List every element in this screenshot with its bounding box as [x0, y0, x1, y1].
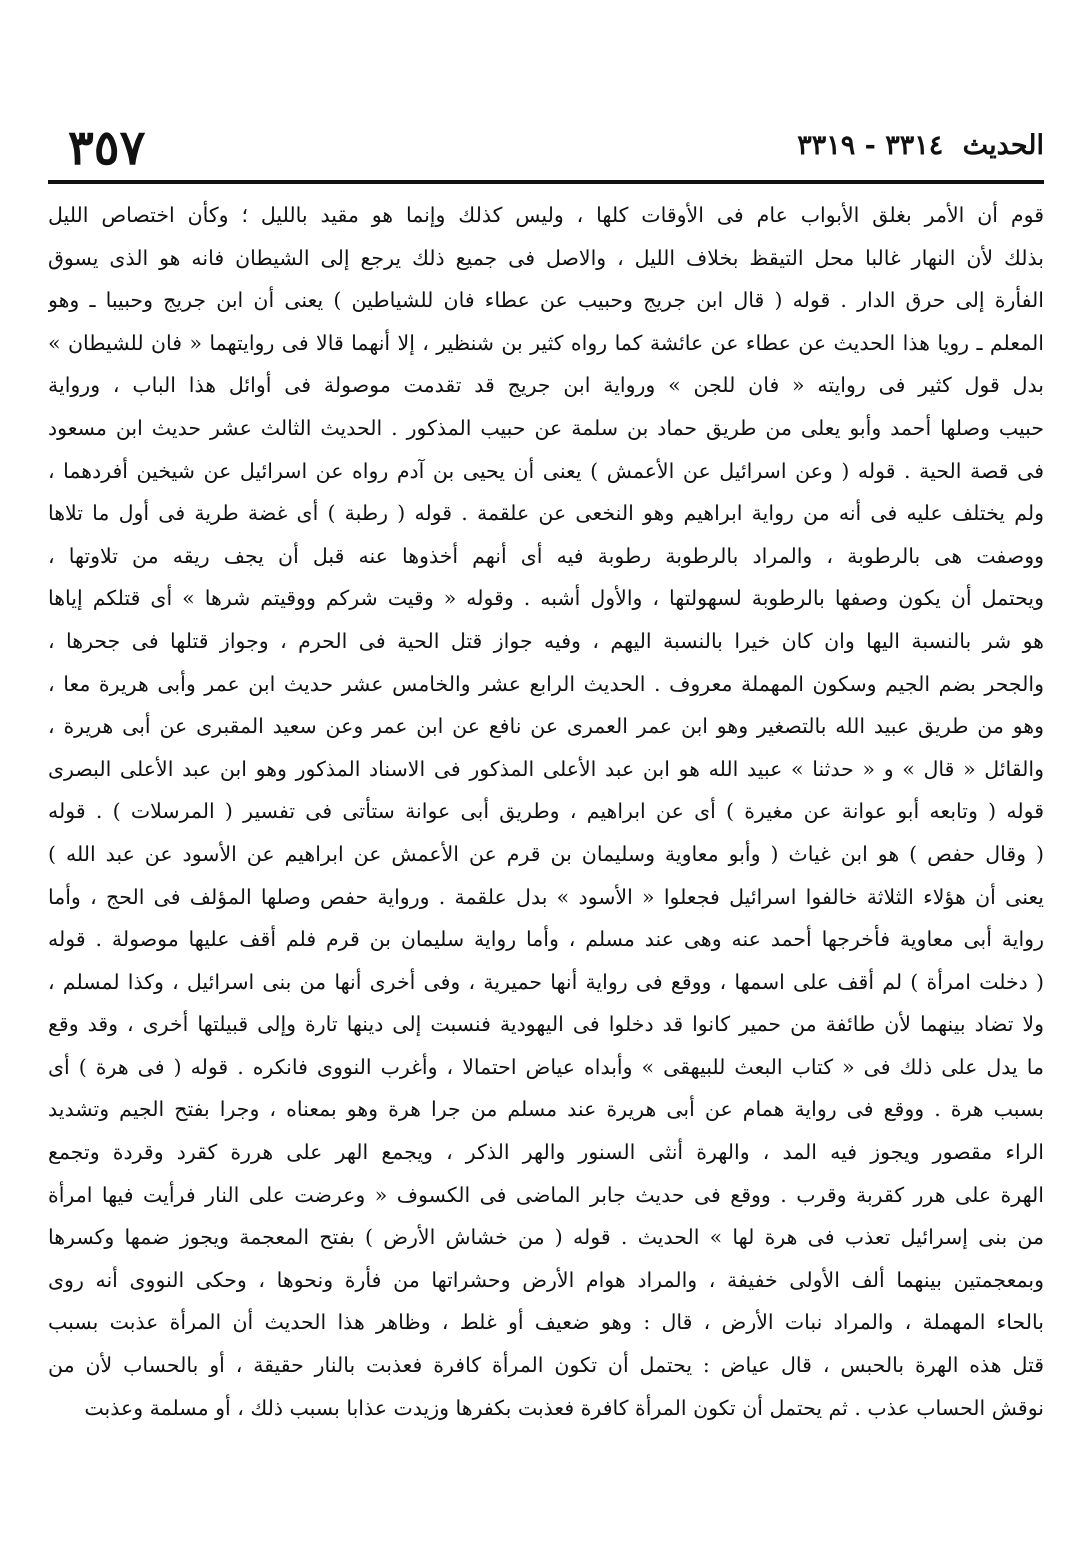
text-line: وبمعجمتين بينهما ألف الأولى خفيفة ، والمراد هوام الأرض وحشراتها من فأرة ونحوها ، وحكى النووى أنه روى: [48, 1267, 1044, 1292]
text-line: قوم أن الأمر بغلق الأبواب عام فى الأوقات كلها ، وليس كذلك وإنما هو مقيد بالليل ؛ وكأن اختصاص الليل: [48, 203, 1044, 227]
text-line: بسبب هرة . ووقع فى رواية همام عن أبى هريرة عند مسلم من جرا هرة وهو بمعناه ، وجرا بفتح الجيم وتشديد: [48, 1097, 1044, 1122]
text-line: ويحتمل أن يكون وصفها بالرطوبة لسهولتها ، والأول أشبه . وقوله « وقيت شركم ووقيتم شرها » أى قتلكم إياها: [48, 586, 1044, 611]
page-number: ٣٥٧: [68, 120, 146, 176]
page-header: [48, 118, 1044, 180]
running-title-label: الحديث: [962, 130, 1044, 161]
text-line: حبيب وصلها أحمد وأبو يعلى من طريق حماد بن سلمة عن حبيب المذكور . الحديث الثالث عشر حديث ابن مسعود: [48, 415, 1044, 440]
text-line: وهو من طريق عبيد الله بالتصغير وهو ابن عمر العمرى عن نافع عن ابن عمر وعن سعيد المقبرى عن أبى هريرة ،: [48, 714, 1044, 739]
text-line: بالحاء المهملة ، والمراد نبات الأرض ، قال : وهو ضعيف أو غلط ، وظاهر هذا الحديث أن المرأة عذبت بسبب: [48, 1310, 1044, 1335]
text-line: المعلم ـ رويا هذا الحديث عن عطاء عن عائشة كما رواه كثير بن شنظير ، إلا أنهما قالا فى روايتهما « فان للشيطان »: [48, 330, 1044, 355]
text-line: قوله ( وتابعه أبو عوانة عن مغيرة ) أى عن ابراهيم ، وطريق أبى عوانة ستأتى فى تفسير ( المرسلات ) . قوله: [48, 799, 1044, 824]
text-line: ولم يختلف عليه فى أنه من رواية ابراهيم وهو النخعى عن علقمة . قوله ( رطبة ) أى غضة طرية فى أول ما تلاها: [48, 501, 1044, 526]
running-title: [797, 132, 1044, 159]
text-line: الفأرة إلى حرق الدار . قوله ( قال ابن جريج وحبيب عن عطاء فان للشياطين ) يعنى أن ابن جريج وحبيبا ـ وهو: [48, 288, 1044, 313]
text-line: الراء مقصور ويجوز فيه المد ، والهرة أنثى السنور والهر الذكر ، ويجمع الهر على هررة كقرد وقردة وتجمع: [48, 1140, 1044, 1165]
header-rule: [48, 180, 1044, 184]
text-line: بدل قول كثير فى روايته « فان للجن » ورواية ابن جريج قد تقدمت موصولة فى أوائل هذا الباب ، ورواية: [48, 373, 1044, 398]
text-line: بذلك لأن النهار غالبا محل التيقظ بخلاف الليل ، والاصل فى جميع ذلك يرجع إلى الشيطان فانه هو الذى يسوق: [48, 245, 1044, 270]
text-line: رواية أبى معاوية فأخرجها أحمد عنه وهى عند مسلم ، وأما رواية سليمان بن قرم فلم أقف عليها موصولة . قوله: [48, 927, 1044, 952]
text-line: يعنى أن هؤلاء الثلاثة خالفوا اسرائيل فجعلوا « الأسود » بدل علقمة . ورواية حفص وصلها المؤلف فى الحج ، وأما: [48, 884, 1044, 909]
text-line: من بنى إسرائيل تعذب فى هرة لها » الحديث . قوله ( من خشاش الأرض ) بفتح المعجمة ويجوز ضمها وكسرها: [48, 1225, 1044, 1250]
commentary-body: [48, 194, 1044, 1429]
text-line: والجحر بضم الجيم وسكون المهملة معروف . الحديث الرابع عشر والخامس عشر حديث ابن عمر وأبى هريرة معا ،: [48, 671, 1044, 696]
text-line: نوقش الحساب عذب . ثم يحتمل أن تكون المرأة كافرة فعذبت بكفرها وزيدت عذابا بسبب ذلك ، أو مسلمة وعذبت: [84, 1395, 1044, 1420]
text-line: قتل هذه الهرة بالحبس ، قال عياض : يحتمل أن تكون المرأة كافرة فعذبت بالنار حقيقة ، أو بالحساب لأن من: [48, 1353, 1044, 1378]
hadith-range: ٣٣١٤ - ٣٣١٩: [797, 130, 944, 161]
text-line: ما يدل على ذلك فى « كتاب البعث للبيهقى » وأبداه عياض احتمالا ، وأغرب النووى فانكره . قوله ( فى هرة ) أى: [48, 1054, 1044, 1079]
text-line: هو شر بالنسبة اليها وان كان خيرا بالنسبة اليهم ، وفيه جواز قتل الحية فى الحرم ، وجواز قتلها فى جحرها ،: [48, 628, 1044, 653]
text-line: ووصفت هى بالرطوبة ، والمراد بالرطوبة رطوبة فيه أى أنهم أخذوها عنه قبل أن يجف ريقه من تلاوتها ،: [48, 543, 1044, 568]
text-line: ولا تضاد بينهما لأن طائفة من حمير كانوا قد دخلوا فى اليهودية فنسبت إلى دينها تارة وإلى قبيلتها أخرى ، وقد وقع: [48, 1012, 1044, 1037]
text-line: ( دخلت امرأة ) لم أقف على اسمها ، ووقع فى رواية أنها حميرية ، وفى أخرى أنها من بنى اسرائيل ، وكذا لمسلم ،: [48, 969, 1044, 994]
text-line: فى قصة الحية . قوله ( وعن اسرائيل عن الأعمش ) يعنى أن يحيى بن آدم رواه عن اسرائيل عن شيخين أفردهما ،: [48, 458, 1044, 483]
text-line: والقائل « قال » و « حدثنا » عبيد الله هو ابن عبد الأعلى المذكور فى الاسناد المذكور وهو ابن عبد الأعلى البصرى: [48, 756, 1044, 781]
text-line: الهرة على هرر كقربة وقرب . ووقع فى حديث جابر الماضى فى الكسوف « وعرضت على النار فرأيت فيها امرأة: [48, 1182, 1044, 1207]
text-line: ( وقال حفص ) هو ابن غياث ( وأبو معاوية وسليمان بن قرم عن الأعمش عن ابراهيم عن الأسود عن عبد الله ): [48, 841, 1044, 866]
